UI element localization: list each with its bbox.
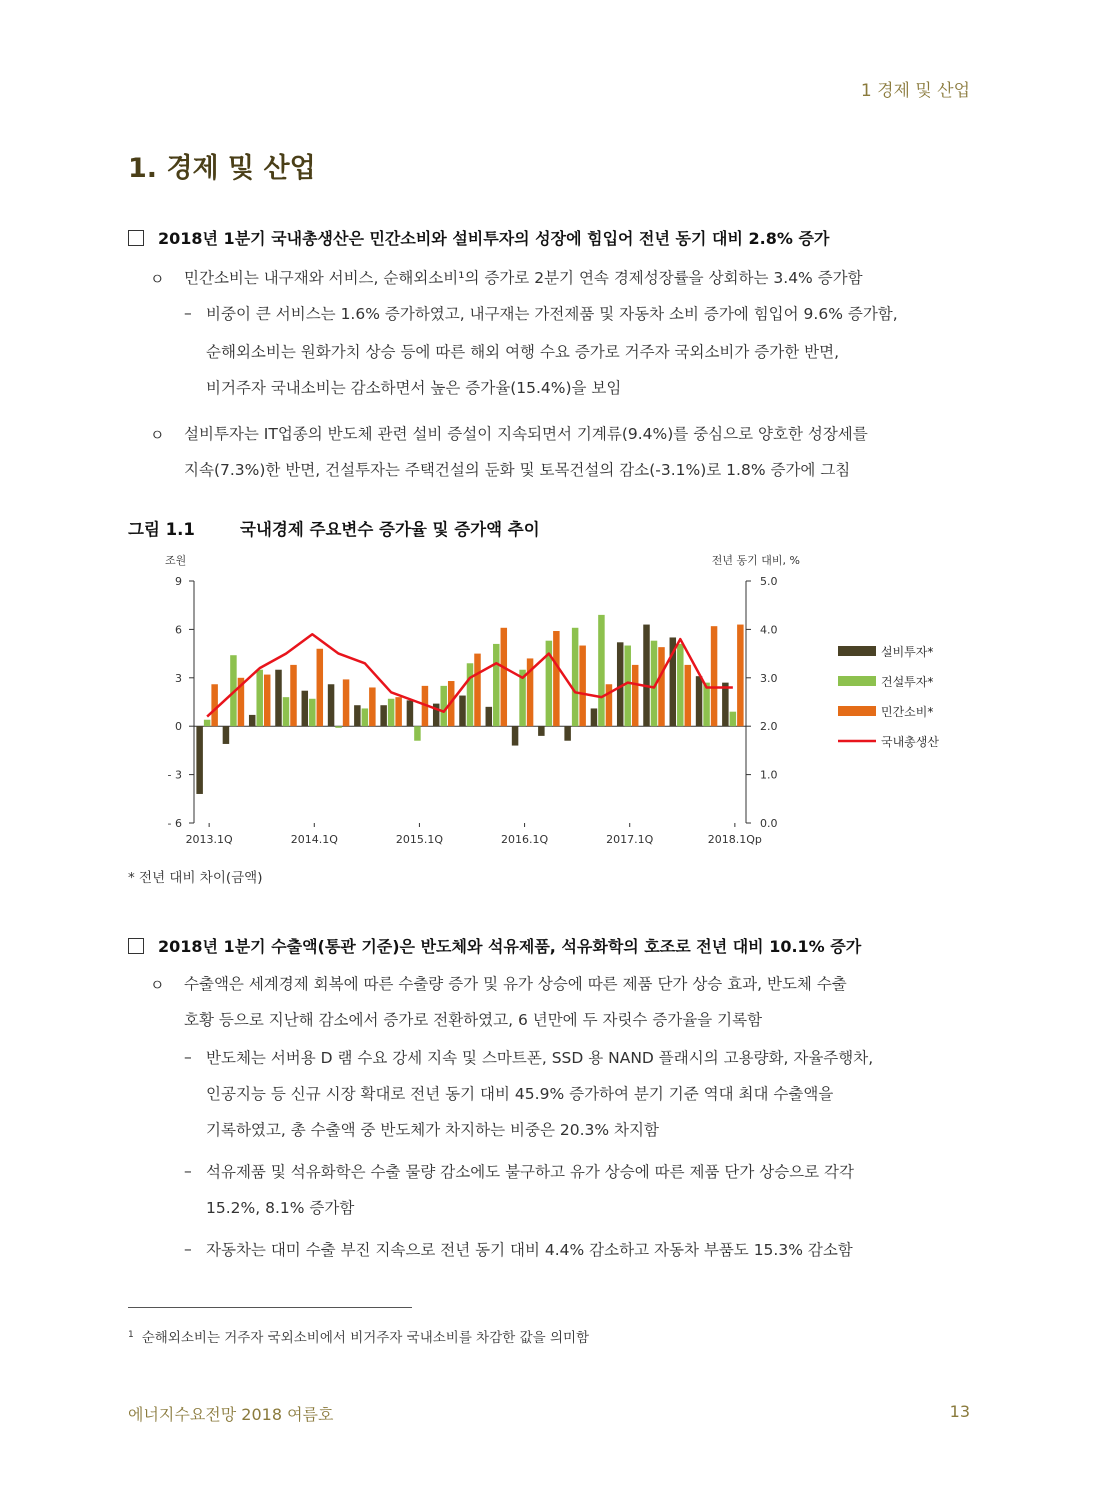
bullet-heading-text: 2018년 1분기 국내총생산은 민간소비와 설비투자의 성장에 힘입어 전년 동기 대비 2.8% 증가: [158, 229, 830, 248]
bar-consumption: [474, 654, 481, 727]
bar-facility: [328, 684, 335, 726]
paragraph-semiconductor-line2: 인공지능 등 신규 시장 확대로 전년 동기 대비 45.9% 증가하여 분기 기준 역대 최대 수출액을: [206, 1085, 834, 1103]
section-title: 1. 경제 및 산업: [128, 153, 316, 184]
right-tick-label: 5.0: [760, 575, 778, 588]
bar-facility: [249, 715, 256, 726]
left-tick-label: 6: [175, 623, 182, 637]
paragraph-petroleum-line1: 석유제품 및 석유화학은 수출 물량 감소에도 불구하고 유가 상승에 따른 제품 단가 상승으로 각각: [206, 1163, 855, 1181]
paragraph-investment-line1: 설비투자는 IT업종의 반도체 관련 설비 증설이 지속되면서 기계류(9.4%)를 중심으로 양호한 성장세를: [184, 425, 868, 443]
right-tick-label: 4.0: [760, 623, 778, 637]
right-axis-unit: 전년 동기 대비, %: [711, 554, 800, 567]
footnote-mark: 1: [128, 1329, 134, 1340]
paragraph-semiconductor-line1: 반도체는 서버용 D 램 수요 강세 지속 및 스마트폰, SSD 용 NAND 플래시의 고용량화, 자율주행차,: [206, 1049, 874, 1067]
bar-consumption: [632, 665, 639, 726]
footnote-text: 순해외소비는 거주자 국외소비에서 비거주자 국내소비를 차감한 값을 의미함: [141, 1330, 590, 1346]
dash-marker: –: [184, 1048, 192, 1066]
x-tick-label: 2018.1Qp: [707, 833, 762, 846]
paragraph-exports-line2: 호황 등으로 지난해 감소에서 증가로 전환하였고, 6 년만에 두 자릿수 증가율을 기록함: [184, 1011, 763, 1029]
figure-label: 그림 1.1: [128, 520, 195, 539]
bar-consumption: [395, 697, 402, 726]
bar-construction: [309, 699, 316, 726]
paragraph-services-line3: 비거주자 국내소비는 감소하면서 높은 증가율(15.4%)을 보임: [206, 379, 622, 397]
bar-consumption: [343, 679, 350, 726]
bar-facility: [407, 700, 414, 726]
circle-marker: ㅇ: [150, 426, 165, 444]
footer-publication: 에너지수요전망 2018 여름호: [128, 1405, 334, 1424]
left-tick-label: 9: [175, 575, 182, 588]
bar-facility: [459, 696, 466, 727]
bar-facility: [722, 683, 729, 727]
bar-facility: [275, 670, 282, 726]
bar-facility: [643, 625, 650, 727]
circle-marker: ㅇ: [150, 270, 165, 288]
gdp-components-chart: [128, 548, 978, 858]
bar-facility: [696, 676, 703, 726]
left-tick-label: 3: [175, 671, 182, 685]
figure-title: [128, 516, 540, 540]
bar-consumption: [711, 626, 718, 726]
bar-consumption: [369, 687, 376, 726]
dash-marker: –: [184, 1162, 192, 1180]
bar-facility: [380, 705, 387, 726]
bullet-heading-gdp: [128, 226, 829, 249]
checkbox-square-icon: [128, 938, 144, 954]
bar-facility: [538, 726, 545, 736]
bar-consumption: [264, 675, 271, 727]
dash-marker: –: [184, 304, 192, 322]
left-axis-unit: 조원: [165, 554, 187, 567]
paragraph-services-line2: 순해외소비는 원화가치 상승 등에 따른 해외 여행 수요 증가로 거주자 국외소비가 증가한 반면,: [206, 343, 840, 361]
bar-consumption: [658, 647, 665, 726]
bar-construction: [440, 686, 447, 726]
bar-facility: [223, 726, 230, 744]
bar-consumption: [317, 649, 324, 726]
x-tick-label: 2017.1Q: [606, 833, 654, 846]
figure-note: * 전년 대비 차이(금액): [128, 870, 263, 886]
circle-marker: ㅇ: [150, 976, 165, 994]
paragraph-services-line1: 비중이 큰 서비스는 1.6% 증가하였고, 내구재는 가전제품 및 자동차 소비 증가에 힘입어 9.6% 증가함,: [206, 305, 898, 323]
bar-construction: [624, 646, 631, 727]
paragraph-semiconductor-line3: 기록하였고, 총 수출액 중 반도체가 차지하는 비중은 20.3% 차지함: [206, 1121, 659, 1139]
x-tick-label: 2013.1Q: [185, 833, 233, 846]
bar-construction: [677, 644, 684, 726]
bar-consumption: [685, 665, 692, 726]
dash-marker: –: [184, 1240, 192, 1258]
legend-swatch: [838, 676, 876, 686]
bar-facility: [591, 708, 598, 726]
legend-swatch: [838, 706, 876, 716]
bar-consumption: [579, 646, 586, 727]
bullet-heading-exports: [128, 934, 861, 957]
paragraph-consumption: 민간소비는 내구재와 서비스, 순해외소비¹의 증가로 2분기 연속 경제성장률을 상회하는 3.4% 증가함: [184, 269, 863, 287]
paragraph-automobile: 자동차는 대미 수출 부진 지속으로 전년 동기 대비 4.4% 감소하고 자동차 부품도 15.3% 감소함: [206, 1241, 853, 1259]
bar-consumption: [553, 631, 560, 726]
bar-consumption: [211, 684, 218, 726]
legend-label: 민간소비*: [881, 705, 934, 719]
right-tick-label: 0.0: [760, 817, 778, 830]
bar-construction: [362, 708, 369, 726]
bar-construction: [730, 712, 737, 727]
legend-swatch: [838, 646, 876, 656]
bar-construction: [598, 615, 605, 726]
left-tick-label: - 6: [167, 817, 182, 830]
running-head: 1 경제 및 산업: [860, 81, 970, 101]
right-tick-label: 2.0: [760, 720, 778, 734]
x-tick-label: 2015.1Q: [395, 833, 444, 846]
bar-construction: [414, 726, 421, 741]
bar-consumption: [737, 625, 744, 727]
bar-construction: [204, 720, 211, 726]
bullet-heading-text: 2018년 1분기 수출액(통관 기준)은 반도체와 석유제품, 석유화학의 호조로 전년 대비 10.1% 증가: [158, 937, 862, 956]
footnote-divider: [128, 1307, 412, 1308]
bar-construction: [572, 628, 579, 726]
legend-label: 설비투자*: [881, 645, 934, 659]
bar-facility: [354, 705, 361, 726]
bar-construction: [388, 699, 395, 726]
bar-facility: [302, 691, 309, 726]
x-tick-label: 2014.1Q: [290, 833, 338, 846]
bar-construction: [467, 663, 474, 726]
bar-construction: [256, 670, 263, 726]
bar-construction: [335, 726, 342, 728]
legend-label: 건설투자*: [881, 675, 934, 689]
bar-construction: [493, 644, 500, 726]
bar-consumption: [501, 628, 508, 726]
left-tick-label: - 3: [167, 768, 182, 782]
x-tick-label: 2016.1Q: [500, 833, 549, 846]
footer-page-number: 13: [949, 1402, 970, 1421]
paragraph-petroleum-line2: 15.2%, 8.1% 증가함: [206, 1199, 355, 1217]
bar-construction: [283, 697, 290, 726]
checkbox-square-icon: [128, 230, 144, 246]
bar-construction: [703, 683, 710, 727]
bar-consumption: [290, 665, 297, 726]
paragraph-exports-line1: 수출액은 세계경제 회복에 따른 수출량 증가 및 유가 상승에 따른 제품 단가 상승 효과, 반도체 수출: [184, 975, 847, 993]
footnote: [128, 1326, 589, 1346]
paragraph-investment-line2: 지속(7.3%)한 반면, 건설투자는 주택건설의 둔화 및 토목건설의 감소(-3.1%)로 1.8% 증가에 그침: [184, 461, 851, 479]
bar-facility: [564, 726, 571, 741]
right-tick-label: 3.0: [760, 671, 778, 685]
bar-facility: [196, 726, 203, 794]
bar-facility: [486, 707, 493, 726]
right-tick-label: 1.0: [760, 768, 778, 782]
legend-label: 국내총생산: [881, 735, 939, 749]
bar-facility: [512, 726, 518, 745]
left-tick-label: 0: [175, 720, 182, 734]
figure-title-text: 국내경제 주요변수 증가율 및 증가액 추이: [240, 520, 540, 539]
